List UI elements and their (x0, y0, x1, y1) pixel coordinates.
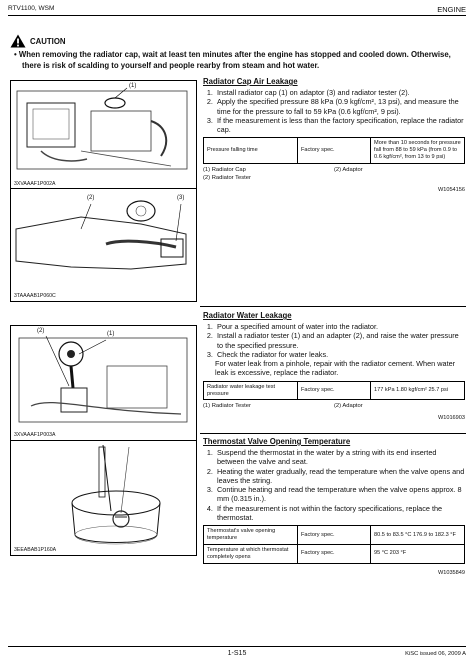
step: 1. Install radiator cap (1) on adaptor (3) and radiator tester (2). (215, 88, 465, 97)
legend-item: (1) Radiator Tester (203, 403, 251, 410)
spec-item: Thermostat's valve opening temperature (204, 526, 298, 545)
section-divider (200, 433, 466, 434)
figure-caption: 3TAAAAB1P060C (14, 293, 56, 299)
doc-code: W1016903 (437, 415, 465, 422)
figure-radiator-water-leak-test (10, 325, 197, 441)
section-label: ENGINE (437, 5, 466, 14)
callout-2: (2) (37, 328, 45, 334)
step: 3. Continue heating and read the temperature when the valve opens approx. 8 mm (0.315 in.). (215, 485, 465, 504)
step: 2. Apply the specified pressure 88 kPa (0.9 kgf/cm², 13 psi), and measure the time for the pressure to fall to 59 kPa (0.6 kgf/cm², 9 psi). (215, 97, 465, 116)
legend-item: (2) Radiator Tester (203, 174, 251, 181)
header-rule (8, 15, 466, 16)
spec-type: Factory spec. (297, 381, 370, 400)
section-thermostat (203, 437, 465, 576)
section-title: Radiator Cap Air Leakage (203, 77, 298, 86)
section-divider (200, 306, 466, 307)
legend-item: (1) Radiator Cap (203, 166, 246, 173)
warning-icon (10, 34, 26, 48)
step: 3. If the measurement is less than the factory specification, replace the radiator cap. (215, 116, 465, 135)
model-label: RTV1100, WSM (8, 5, 55, 12)
callout-2: (2) (87, 195, 95, 201)
caution-box (10, 34, 465, 71)
step: 3. Check the radiator for water leaks. (215, 350, 465, 359)
issue-label: KiSC issued 06, 2009 A (405, 651, 466, 657)
callout-1: (1) (129, 83, 137, 89)
step: 1. Pour a specified amount of water into the radiator. (215, 322, 465, 331)
spec-table (203, 137, 465, 163)
callout-3: (3) (177, 195, 185, 201)
spec-table (203, 381, 465, 401)
spec-item: Radiator water leakage test pressure (204, 381, 298, 400)
doc-code: W1054156 (437, 186, 465, 193)
figure-radiator-cap-location (10, 80, 197, 190)
parts-legend (203, 403, 465, 409)
spec-value: 177 kPa 1.80 kgf/cm² 25.7 psi (371, 381, 465, 400)
tester-illustration (11, 189, 196, 301)
spec-value: More than 10 seconds for pressure fall from 88 to 59 kPa (from 0.9 to 0.6 kgf/cm², from 13 to 9 psi) (371, 138, 465, 163)
section-title: Radiator Water Leakage (203, 311, 292, 320)
section-radiator-water-leakage (203, 311, 465, 421)
callout-1: (1) (107, 331, 115, 337)
parts-legend (203, 167, 465, 181)
figure-caption: 3XVAAAF1P003A (14, 432, 56, 438)
section-radiator-cap-air-leakage (203, 77, 465, 193)
legend-item: (2) Adaptor (334, 403, 363, 410)
note: For water leak from a pinhole, repair with the radiator cement. When water leak is excessive, replace the radiator. (215, 359, 456, 378)
spec-value: 80.5 to 83.5 °C 176.9 to 182.3 °F (371, 526, 465, 545)
step: 4. If the measurement is not within the factory specifications, replace the thermostat. (215, 504, 465, 523)
figure-thermostat-test (10, 440, 197, 556)
page-number: 1-S15 (227, 650, 247, 657)
step: 2. Install a radiator tester (1) and an adapter (2), and raise the water pressure to the specified pressure. (215, 331, 465, 350)
spec-item: Temperature at which thermostat completely opens (204, 544, 298, 563)
spec-type: Factory spec. (297, 544, 370, 563)
thermostat-illustration (11, 441, 196, 555)
engine-illustration (11, 81, 196, 189)
step: 2. Heating the water gradually, read the temperature when the valve opens and leaves the string. (215, 467, 465, 486)
spec-value: 95 °C 203 °F (371, 544, 465, 563)
radiator-test-illustration (11, 326, 196, 440)
footer-rule (8, 646, 466, 647)
figure-radiator-tester (10, 188, 197, 302)
spec-item: Pressure falling time (204, 138, 298, 163)
spec-type: Factory spec. (297, 526, 370, 545)
caution-item: • When removing the radiator cap, wait at least ten minutes after the engine has stopped and cooled down. Otherwise, there is risk of scalding to yourself and people rearby from steam and hot water. (22, 50, 465, 71)
step: 1. Suspend the thermostat in the water by a string with its end inserted between the valve and seat. (215, 448, 465, 467)
spec-type: Factory spec. (297, 138, 370, 163)
doc-code: W1035849 (437, 569, 465, 576)
caution-title: CAUTION (30, 36, 66, 46)
page-header (8, 2, 466, 15)
legend-item: (2) Adaptor (334, 166, 363, 173)
figure-caption: 3EEABAB1P160A (14, 547, 57, 553)
section-title: Thermostat Valve Opening Temperature (203, 437, 351, 446)
legend-item (334, 175, 465, 181)
figure-caption: 3XVAAAF1P002A (14, 181, 56, 187)
spec-table (203, 525, 465, 563)
